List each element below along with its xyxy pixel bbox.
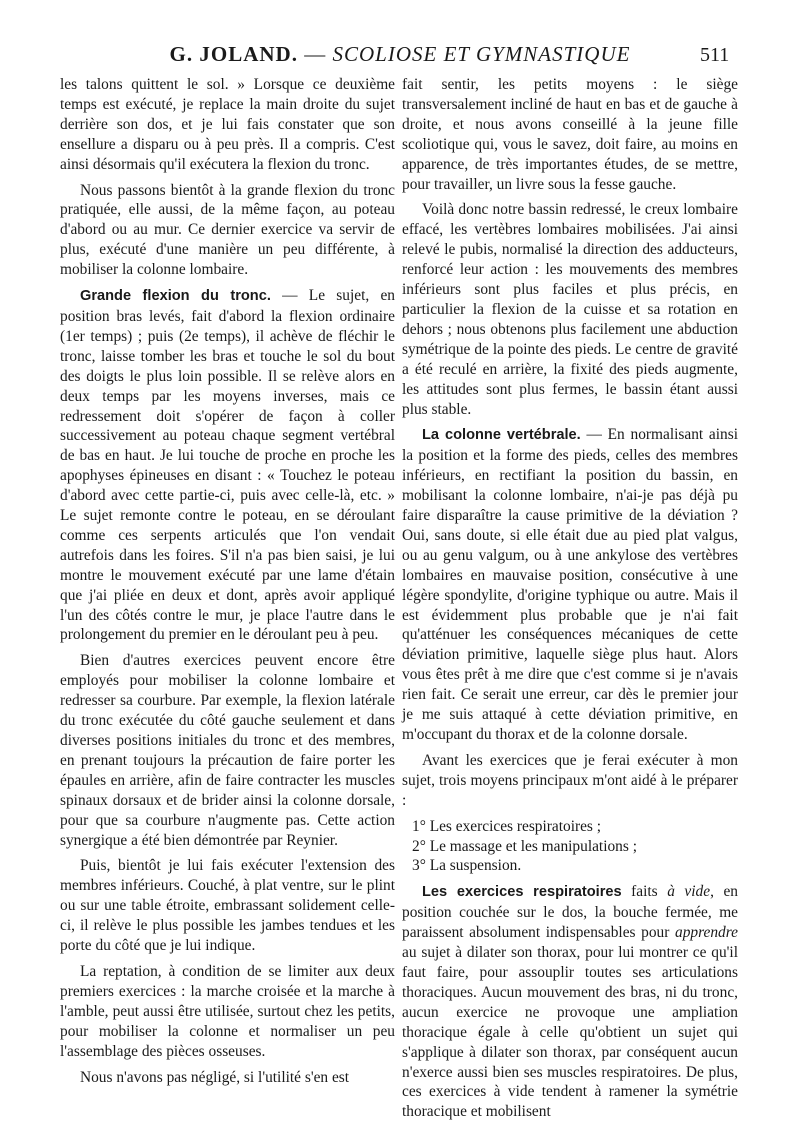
- paragraph: les talons quittent le sol. » Lorsque ce deuxième temps est exécuté, je replace la main droite du sujet derrière son dos, et je lui fais constater que son ensellure a disparu ou à peu près. Il a compris. C'est ainsi désormais qu'il exécutera la flexion du tronc.: [60, 76, 395, 173]
- header-title: SCOLIOSE ET GYMNASTIQUE: [332, 42, 631, 66]
- paragraph: Nous passons bientôt à la grande flexion du tronc pratiquée, elle aussi, de la même façon, au poteau d'abord ou au mur. Ce dernier exercice va servir de plus, exécuté d'une manière un peu différente, à mobiliser la colonne lombaire.: [60, 181, 395, 279]
- paragraph-text: — Le sujet, en position bras levés, fait d'abord la flexion ordinaire (1er temps) ; puis (2e temps), il achève de fléchir le tronc, laisse tomber les bras et touche le sol du bout des doigts le plus loin possible. Il se relève alors en deux temps par les moyens inverses, mais ce redressement doit s'opérer de façon à coller successivement au poteau chaque segment vertébral de bas en haut. Je lui touche de proche en proche les apophyses épineuses en disant : « Touchez le poteau d'abord avec cette partie-ci, puis avec celle-là, etc. » Le sujet remonte contre le poteau, en se déroulant comme ces serpents articulés que l'on vendait autrefois dans les foires. S'il n'a pas bien saisi, je lui montre le mouvement exécuté par une lame d'étain que j'ai pliée en deux et dont, après avoir appliqué l'un des côtés contre le mur, je place l'autre dans le prolongement du premier en le déroulant peu à peu.: [60, 287, 395, 644]
- header-dash: —: [297, 42, 333, 66]
- paragraph: [402, 882, 738, 1122]
- paragraph: Voilà donc notre bassin redressé, le creux lombaire effacé, les vertèbres lombaires mobilisées. J'ai ainsi relevé le pubis, normalisé la direction des adducteurs, renforcé leur action : les mouvements des membres inférieurs sont plus faciles et plus précis, en particulier la flexion de la cuisse et sa rotation en dehors ; nous obtenons plus facilement une abduction symétrique de la pointe des pieds. Le centre de gravité a été reculé en arrière, la fixité des pieds augmente, les attitudes sont plus fermes, le bassin étant aussi plus stable.: [402, 201, 738, 418]
- paragraph: Nous n'avons pas négligé, si l'utilité s'en est: [80, 1068, 350, 1086]
- page-number: 511: [700, 44, 730, 66]
- paragraph: Bien d'autres exercices peuvent encore être employés pour mobiliser la colonne lombaire et redresser sa courbure. Par exemple, la flexion latérale du tronc exécutée du côté gauche seulement et dans diverses positions initiales du tronc et des membres, en prenant toujours la précaution de faire porter les épaules en arrière, afin de faire contracter les muscles spinaux dorsaux et de brider ainsi la colonne dorsale, pour que sa courbure n'augmente pas. Cette action synergique a été bien démontrée par Reynier.: [60, 652, 395, 849]
- italic-text: à vide: [667, 883, 711, 901]
- left-column: [60, 75, 395, 1093]
- paragraph: Puis, bientôt je lui fais exécuter l'extension des membres inférieurs. Couché, à plat ventre, sur le plint ou sur une table étroite, embrassant solidement celle-ci, il relève le plus possible les jambes tendues et les porte du côté que je lui indique.: [60, 857, 395, 955]
- paragraph-text: au sujet à dilater son thorax, pour lui montrer ce qu'il faut faire, pour assouplir toutes ses articulations thoraciques. Aucun mouvement des bras, ni du tronc, aucun exercice ne provoque une ampliation thoracique égale à celle qu'obtient un sujet qui s'applique à dilater son thorax, par conséquent aucun n'exerce aussi bien ses muscles respiratoires. De plus, ces exercices à vide tendent à ramener la symétrie thoracique et mobilisent: [402, 944, 738, 1121]
- section-heading: Les exercices respiratoires: [422, 884, 622, 901]
- section-heading: Grande flexion du tronc.: [80, 288, 271, 305]
- paragraph-text: — En normalisant ainsi la position et la forme des pieds, celles des membres inférieurs, en rectifiant la position du bassin, en mobilisant la colonne lombaire, n'ai-je pas déjà pu faire disparaître la cause primitive de la déviation ? Oui, sans doute, si elle était due au pied plat valgus, ou au genu valgum, ou à une ankylose des vertèbres lombaires en mauvaise position, consécutive à une légère spondylite, d'origine typhique ou autre. Mais il est évidemment plus probable que je n'ai fait qu'atténuer les conséquences mécaniques de cette déviation primitive, laquelle siège plus haut. Alors vous êtes prêt à me dire que c'est comme si je n'avais rien fait. Ce serait une erreur, car dès le premier jour je me suis attaqué à cette déviation primitive, en m'occupant du thorax et de la colonne dorsale.: [402, 426, 738, 743]
- list-item: 3° La suspension.: [412, 857, 522, 875]
- section-heading: La colonne vertébrale.: [422, 427, 581, 444]
- paragraph: Avant les exercices que je ferai exécuter à mon sujet, trois moyens principaux m'ont aidé à le préparer :: [402, 751, 738, 809]
- running-header: [150, 42, 650, 67]
- paragraph: fait sentir, les petits moyens : le siège transversalement incliné de haut en bas et de gauche à droite, et nous avons conseillé à la jeune fille scoliotique qui, vous le savez, doit faire, au moins en apparence, de très importantes études, de se mettre, pour travailler, un livre sous la fesse gauche.: [402, 76, 738, 193]
- paragraph-text: , en position couchée sur le dos, la bouche fermée, me paraissent absolument indispensables pour: [402, 883, 738, 942]
- right-column: [402, 75, 738, 1128]
- list-item: 2° Le massage et les manipulations ;: [412, 837, 637, 855]
- italic-text: apprendre: [675, 924, 738, 942]
- header-author: G. JOLAND.: [169, 42, 298, 66]
- paragraph: La reptation, à condition de se limiter aux deux premiers exercices : la marche croisée et la marche à l'amble, peut aussi être utilisée, surtout chez les petits, pour mobiliser la colonne et normaliser un peu l'assemblage des pièces osseuses.: [60, 962, 395, 1060]
- paragraph-text: faits: [621, 883, 668, 901]
- paragraph: [60, 286, 395, 645]
- paragraph: [402, 425, 738, 745]
- list-item: 1° Les exercices respiratoires ;: [412, 817, 602, 835]
